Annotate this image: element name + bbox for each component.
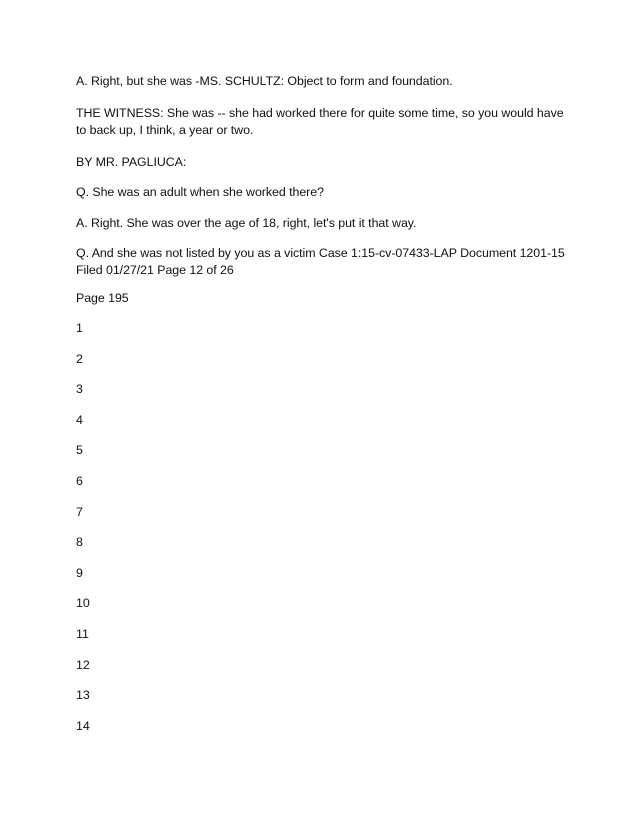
- line-number: 2: [76, 351, 83, 366]
- line-number: 8: [76, 535, 83, 550]
- paragraph-examiner: BY MR. PAGLIUCA:: [76, 155, 187, 169]
- line-number: 3: [76, 382, 83, 397]
- line-number: 5: [76, 443, 83, 458]
- line-number: 9: [76, 565, 83, 580]
- line-number: 1: [76, 321, 83, 335]
- paragraph-question-1: Q. She was an adult when she worked there?: [76, 185, 324, 199]
- line-number: 13: [76, 688, 90, 703]
- line-number: 14: [76, 718, 90, 733]
- line-number: 4: [76, 412, 83, 427]
- paragraph-answer-2: A. Right. She was over the age of 18, right, let's put it that way.: [76, 216, 417, 230]
- paragraph-witness-statement: THE WITNESS: She was -- she had worked there for quite some time, so you would have to back up, I think, a year or two.: [76, 106, 564, 137]
- transcript-page-label: Page 195: [76, 291, 129, 305]
- line-number: 11: [76, 626, 89, 641]
- paragraph-question-2-case-header: Q. And she was not listed by you as a victim Case 1:15-cv-07433-LAP Document 1201-15 Filed 01/27/21 Page 12 of 26: [76, 246, 565, 277]
- line-number: 12: [76, 657, 90, 672]
- line-number: 6: [76, 473, 83, 488]
- line-number: 10: [76, 596, 90, 611]
- paragraph-answer-1: A. Right, but she was -MS. SCHULTZ: Object to form and foundation.: [76, 74, 453, 88]
- line-number: 7: [76, 504, 83, 519]
- line-number-list: [76, 320, 90, 748]
